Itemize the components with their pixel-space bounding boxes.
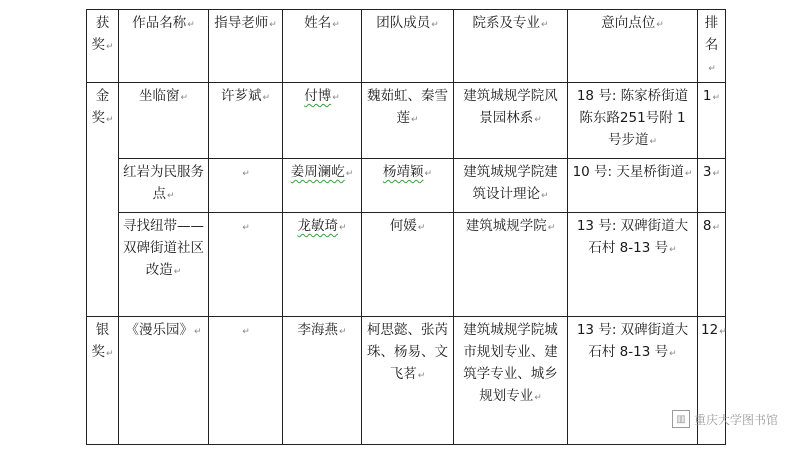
dept-cell: 建筑城规学院风景园林系↵ bbox=[454, 83, 568, 159]
header-name: 姓名↵ bbox=[283, 10, 362, 83]
dept-cell: 建筑城规学院城市规划专业、建筑学专业、城乡规划专业↵ bbox=[454, 317, 568, 445]
work-cell: 坐临窗↵ bbox=[119, 83, 209, 159]
library-watermark bbox=[672, 410, 778, 428]
name-cell: 姜周澜屹↵ bbox=[283, 159, 362, 213]
header-rank: 排名↵ bbox=[698, 10, 726, 83]
table-row bbox=[87, 83, 726, 159]
table-row bbox=[87, 317, 726, 445]
name-cell: 龙敏琦↵ bbox=[283, 213, 362, 317]
award-cell-gold: 金奖↵ bbox=[87, 83, 119, 317]
rank-cell: 1↵ bbox=[698, 83, 726, 159]
table-row bbox=[87, 159, 726, 213]
team-cell: 柯思懿、张芮珠、杨易、文飞茗↵ bbox=[362, 317, 454, 445]
dept-cell: 建筑城规学院建筑设计理论↵ bbox=[454, 159, 568, 213]
header-work: 作品名称↵ bbox=[119, 10, 209, 83]
work-cell: 《漫乐园》↵ bbox=[119, 317, 209, 445]
name-cell: 付博↵ bbox=[283, 83, 362, 159]
dept-cell: 建筑城规学院↵ bbox=[454, 213, 568, 317]
header-dept: 院系及专业↵ bbox=[454, 10, 568, 83]
header-site: 意向点位↵ bbox=[568, 10, 698, 83]
rank-cell: 12↵ bbox=[698, 317, 726, 445]
name-cell: 李海燕↵ bbox=[283, 317, 362, 445]
advisor-cell: ↵ bbox=[209, 159, 283, 213]
header-award: 获奖↵ bbox=[87, 10, 119, 83]
work-cell: 寻找纽带——双碑街道社区改造↵ bbox=[119, 213, 209, 317]
work-cell: 红岩为民服务点↵ bbox=[119, 159, 209, 213]
team-cell: 何媛↵ bbox=[362, 213, 454, 317]
table-row bbox=[87, 213, 726, 317]
rank-cell: 3↵ bbox=[698, 159, 726, 213]
award-cell-silver: 银奖↵ bbox=[87, 317, 119, 445]
team-cell: 杨靖颖↵ bbox=[362, 159, 454, 213]
header-team: 团队成员↵ bbox=[362, 10, 454, 83]
header-advisor: 指导老师↵ bbox=[209, 10, 283, 83]
rank-cell: 8↵ bbox=[698, 213, 726, 317]
site-cell: 18 号: 陈家桥街道陈东路251号附 1 号步道↵ bbox=[568, 83, 698, 159]
advisor-cell: ↵ bbox=[209, 213, 283, 317]
awards-table bbox=[86, 9, 726, 445]
library-logo-icon: ▥ bbox=[672, 410, 690, 428]
team-cell: 魏茹虹、秦雪莲↵ bbox=[362, 83, 454, 159]
site-cell: 13 号: 双碑街道大石村 8-13 号↵ bbox=[568, 213, 698, 317]
advisor-cell: 许芗斌↵ bbox=[209, 83, 283, 159]
header-row bbox=[87, 10, 726, 83]
advisor-cell: ↵ bbox=[209, 317, 283, 445]
site-cell: 10 号: 天星桥街道↵ bbox=[568, 159, 698, 213]
site-cell: 13 号: 双碑街道大石村 8-13 号↵ bbox=[568, 317, 698, 445]
watermark-text: 重庆大学图书馆 bbox=[694, 412, 779, 427]
